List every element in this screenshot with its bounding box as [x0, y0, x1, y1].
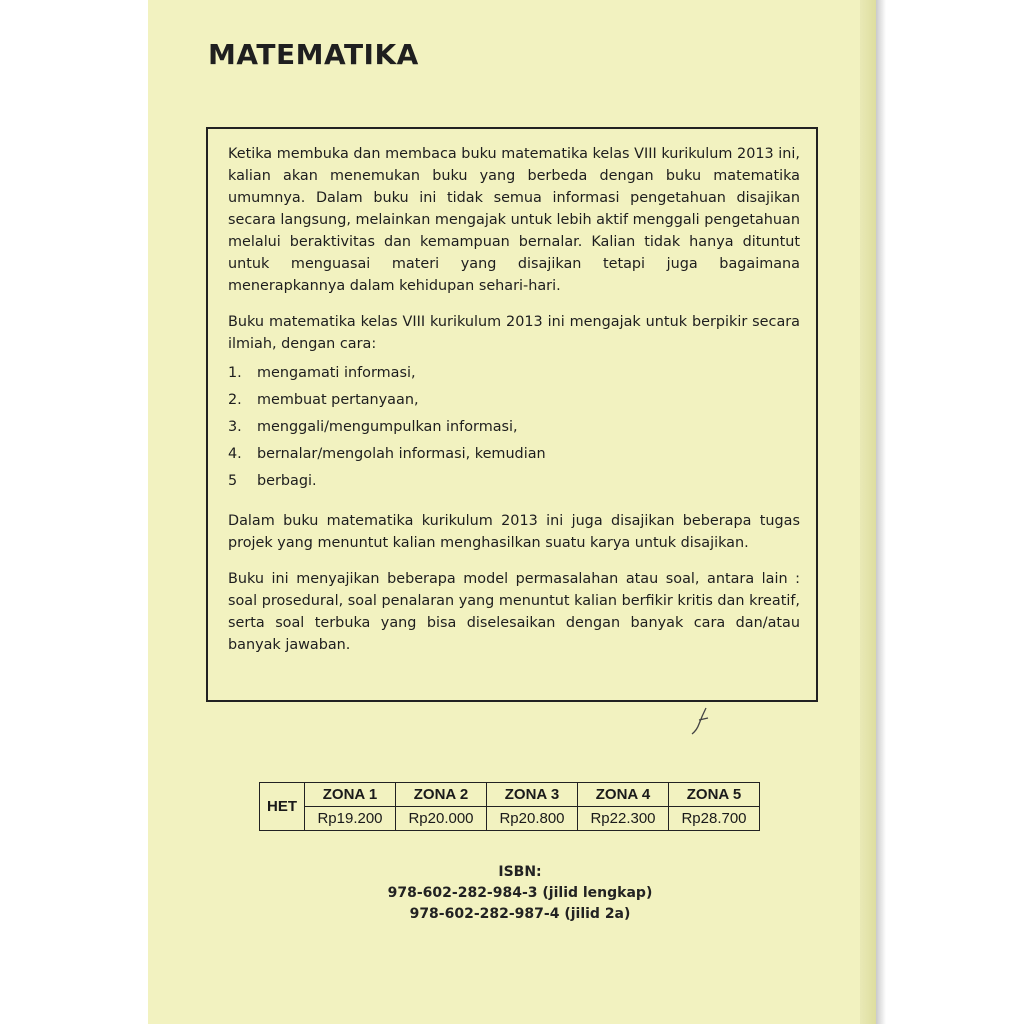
step-text: membuat pertanyaan, — [257, 391, 419, 408]
table-row — [260, 807, 760, 831]
isbn-complete-set: 978-602-282-984-3 (jilid lengkap) — [387, 885, 653, 901]
zone-header: ZONA 4 — [578, 783, 669, 807]
steps-list — [228, 359, 800, 494]
zone-header: ZONA 5 — [669, 783, 760, 807]
intro-paragraph: Ketika membuka dan membaca buku matematika kelas VIII kurikulum 2013 ini, kalian akan menemukan buku yang berbeda dengan buku matematika umumnya. Dalam buku ini tidak semua informasi pengetahuan disajikan secara langsung, melainkan mengajak untuk lebih aktif menggali pengetahuan melalui beraktivitas dan kemampuan bernalar. Kalian tidak hanya dituntut untuk menguasai materi yang disajikan tetapi juga bagaimana menerapkannya dalam kehidupan sehari-hari. — [228, 146, 800, 294]
step-number: 3. — [228, 418, 242, 435]
description-box — [206, 127, 818, 702]
problems-paragraph: Buku ini menyajikan beberapa model permasalahan atau soal, antara lain : soal prosedural, soal penalaran yang menuntut kalian berfikir kritis dan kreatif, serta soal terbuka yang bisa diselesaikan dengan banyak cara dan/atau banyak jawaban. — [228, 571, 800, 653]
het-price-table — [259, 782, 760, 831]
list-item — [228, 467, 800, 494]
table-row — [260, 783, 760, 807]
isbn-volume-2a: 978-602-282-987-4 (jilid 2a) — [409, 906, 631, 922]
isbn-label: ISBN: — [498, 864, 542, 880]
zone-header: ZONA 3 — [487, 783, 578, 807]
isbn-block — [330, 862, 710, 925]
het-label: HET — [260, 783, 305, 831]
zone-price: Rp20.000 — [396, 807, 487, 831]
zone-price: Rp20.800 — [487, 807, 578, 831]
page-edge — [860, 0, 876, 1024]
description-content — [228, 143, 800, 670]
list-item — [228, 359, 800, 386]
zone-header: ZONA 1 — [305, 783, 396, 807]
zone-price: Rp28.700 — [669, 807, 760, 831]
step-text: mengamati informasi, — [257, 364, 416, 381]
list-item — [228, 440, 800, 467]
spine-shadow — [876, 0, 886, 1024]
list-item — [228, 386, 800, 413]
project-paragraph: Dalam buku matematika kurikulum 2013 ini juga disajikan beberapa tugas projek yang menuntut kalian menghasilkan suatu karya untuk disajikan. — [228, 513, 800, 551]
step-text: menggali/mengumpulkan informasi, — [257, 418, 518, 435]
pen-mark — [688, 706, 712, 736]
zone-header: ZONA 2 — [396, 783, 487, 807]
step-text: berbagi. — [257, 472, 317, 489]
step-number: 1. — [228, 364, 242, 381]
step-number: 2. — [228, 391, 242, 408]
list-item — [228, 413, 800, 440]
step-number: 4. — [228, 445, 242, 462]
zone-price: Rp19.200 — [305, 807, 396, 831]
method-intro: Buku matematika kelas VIII kurikulum 2013 ini mengajak untuk berpikir secara ilmiah, dengan cara: — [228, 314, 800, 352]
book-title: MATEMATIKA — [208, 38, 419, 71]
step-number: 5 — [228, 472, 238, 489]
zone-price: Rp22.300 — [578, 807, 669, 831]
step-text: bernalar/mengolah informasi, kemudian — [257, 445, 546, 462]
